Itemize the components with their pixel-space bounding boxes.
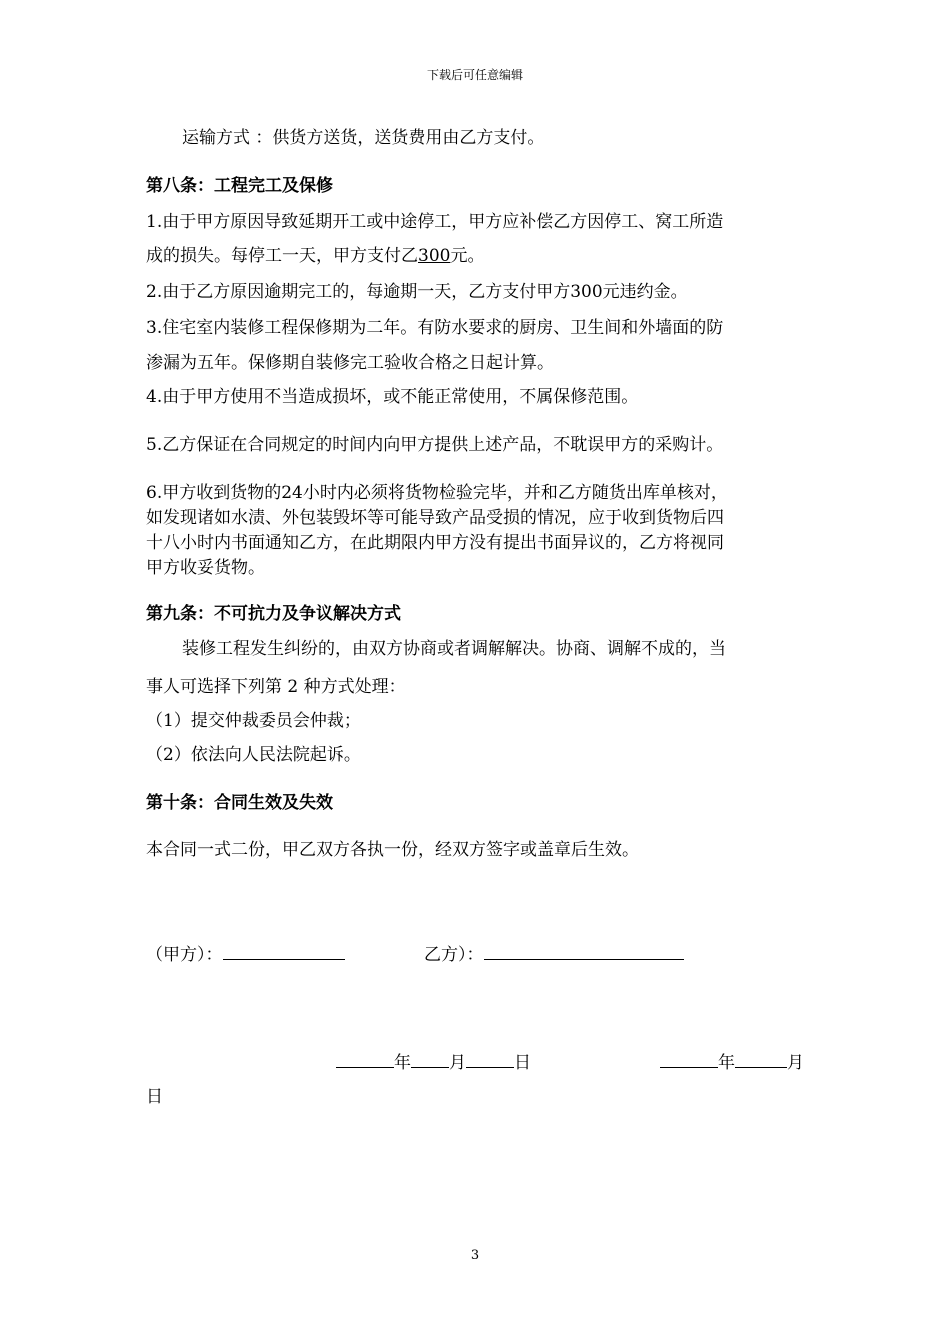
- party-a-signature: [146, 943, 345, 965]
- year-label: 年: [394, 1053, 411, 1073]
- party-a-blank: [223, 943, 345, 960]
- transport-line: 运输方式 ：供货方送货，送货费用由乙方支付。: [182, 128, 545, 148]
- party-b-date: [660, 1051, 804, 1073]
- art9-option1: （1）提交仲裁委员会仲裁；: [146, 711, 361, 731]
- art8-p6-line2: 如发现诸如水渍、外包装毁坏等可能导致产品受损的情况，应于收到货物后四: [146, 508, 724, 528]
- art8-p6-line3: 十八小时内书面通知乙方，在此期限内甲方没有提出书面异议的，乙方将视同: [146, 533, 724, 553]
- art8-p1-line1: 1.由于甲方原因导致延期开工或中途停工，甲方应补偿乙方因停工、窝工所造: [146, 212, 724, 232]
- month-label: 月: [449, 1053, 466, 1073]
- art10-text: 本合同一式二份，甲乙双方各执一份，经双方签字或盖章后生效。: [146, 840, 639, 860]
- art8-p5: 5.乙方保证在合同规定的时间内向甲方提供上述产品，不耽误甲方的采购计。: [146, 435, 724, 455]
- month-blank: [411, 1051, 449, 1068]
- party-b-signature: [424, 943, 684, 965]
- art9-line2: 事人可选择下列第 2 种方式处理：: [146, 677, 406, 697]
- art8-p6-line1: 6.甲方收到货物的24小时内必须将货物检验完毕，并和乙方随货出库单核对，: [146, 483, 728, 503]
- month-blank: [735, 1051, 787, 1068]
- year-label: 年: [718, 1053, 735, 1073]
- art8-p3-line1: 3.住宅室内装修工程保修期为二年。有防水要求的厨房、卫生间和外墙面的防: [146, 318, 724, 338]
- art9-line1: 装修工程发生纠纷的，由双方协商或者调解解决。协商、调解不成的，当: [182, 639, 726, 659]
- year-blank: [660, 1051, 718, 1068]
- party-a-label: （甲方）：: [146, 945, 223, 965]
- month-label: 月: [787, 1053, 804, 1073]
- art8-p1-text: 成的损失。每停工一天，甲方支付乙: [146, 246, 418, 266]
- page-header: 下载后可任意编辑: [426, 68, 523, 82]
- art8-p1-unit: 元。: [450, 246, 485, 266]
- article-9-title: 第九条：不可抗力及争议解决方式: [146, 604, 401, 624]
- compensation-amount: 300: [418, 246, 451, 266]
- year-blank: [336, 1051, 394, 1068]
- art8-p4: 4.由于甲方使用不当造成损坏，或不能正常使用，不属保修范围。: [146, 387, 639, 407]
- party-b-day-label: 日: [146, 1087, 163, 1107]
- art8-p3-line2: 渗漏为五年。保修期自装修完工验收合格之日起计算。: [146, 353, 554, 373]
- art8-p2: 2.由于乙方原因逾期完工的，每逾期一天，乙方支付甲方300元违约金。: [146, 282, 688, 302]
- party-a-date: [336, 1051, 531, 1073]
- art8-p1-line2: [146, 246, 484, 266]
- article-10-title: 第十条：合同生效及失效: [146, 793, 333, 813]
- day-label: 日: [514, 1053, 531, 1073]
- page-number: 3: [470, 1248, 480, 1263]
- day-blank: [466, 1051, 514, 1068]
- party-b-blank: [484, 943, 684, 960]
- art8-p6-line4: 甲方收妥货物。: [146, 558, 265, 578]
- party-b-label: 乙方）：: [424, 945, 484, 965]
- article-8-title: 第八条：工程完工及保修: [146, 176, 333, 196]
- art9-option2: （2）依法向人民法院起诉。: [146, 745, 361, 765]
